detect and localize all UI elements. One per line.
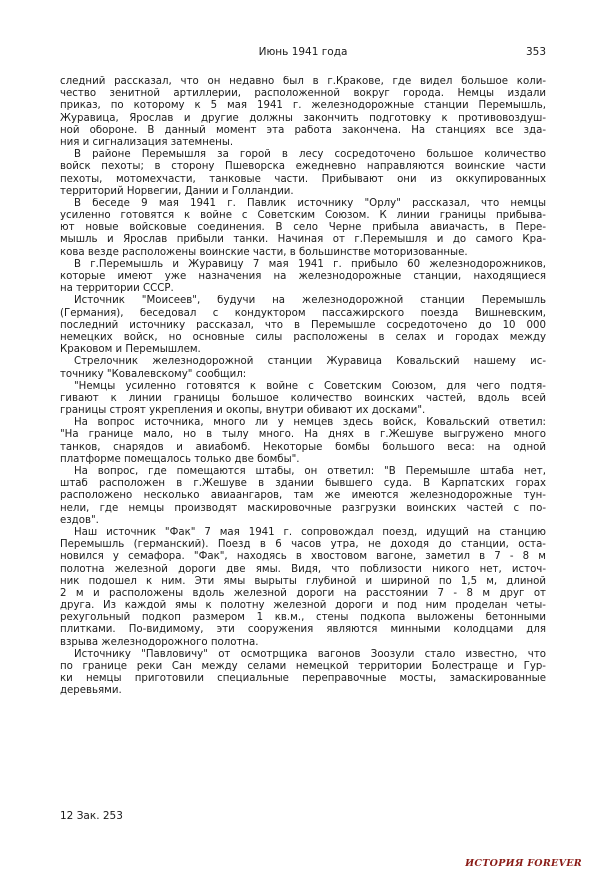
text-line: (Германия), беседовал с кондуктором пассажирского поезда Вишневским, xyxy=(60,307,546,319)
text-line: Журавица, Ярослав и другие должны закончить подготовку к противовоздуш- xyxy=(60,112,546,124)
text-line: ки немцы приготовили специальные переправочные мосты, замаскированные xyxy=(60,673,546,685)
text-line: пехоты, мотомехчасти, танковые части. Прибывают они из оккупированных xyxy=(60,173,546,185)
body-text xyxy=(60,76,546,698)
text-line: Источнику "Павловичу" от осмотрщика вагонов Зоозули стало известно, что xyxy=(74,648,546,660)
text-line: Краковом и Перемышлем. xyxy=(60,344,201,356)
text-line: "Немцы усиленно готовятся к войне с Советским Союзом, для чего подтя- xyxy=(74,380,546,392)
text-line: На вопрос источника, много ли у немцев здесь войск, Ковальский ответил: xyxy=(74,417,546,429)
text-line: Стрелочник железнодорожной станции Журавица Ковальский нашему ис- xyxy=(74,356,546,368)
text-line: приказ, по которому к 5 мая 1941 г. железнодорожные станции Перемышль, xyxy=(60,100,546,112)
text-line: взрыва железнодорожного полотна. xyxy=(60,636,259,648)
text-line: Наш источник "Фак" 7 мая 1941 г. сопровождал поезд, идущий на станцию xyxy=(74,526,546,538)
text-line: В г.Перемышль и Журавицу 7 мая 1941 г. прибыло 60 железнодорожников, xyxy=(74,258,546,270)
page-number: 353 xyxy=(525,46,546,58)
text-line: "На границе мало, но в тылу много. На днях в г.Жешуве выгружено много xyxy=(60,429,546,441)
text-line: на территории СССР. xyxy=(60,283,174,295)
signature-mark: 12 Зак. 253 xyxy=(60,810,123,822)
text-line: плитками. По-видимому, эти сооружения являются минными колодцами для xyxy=(60,624,546,636)
text-line: Источник "Моисеев", будучи на железнодорожной станции Перемышль xyxy=(74,295,546,307)
text-line: точнику "Ковалевскому" сообщил: xyxy=(60,368,247,380)
text-line: последний источнику рассказал, что в Перемышле сосредоточено до 10 000 xyxy=(60,319,546,331)
text-line: новился у семафора. "Фак", находясь в хвостовом вагоне, заметил в 7 - 8 м xyxy=(60,551,546,563)
page-header xyxy=(60,46,546,62)
text-line: ют новые войсковые соединения. В село Черне прибыла авиачасть, в Пере- xyxy=(60,222,546,234)
text-line: немецких войск, но основные силы расположены в селах и городах между xyxy=(60,331,546,343)
text-line: В районе Перемышля за горой в лесу сосредоточено большое количество xyxy=(74,149,546,161)
text-line: полотна железной дороги две ямы. Видя, что поблизости никого нет, источ- xyxy=(60,563,546,575)
text-line: рехугольный подкоп размером 1 кв.м., стены подкопа выложены бетонными xyxy=(60,612,546,624)
text-line: расположено несколько авиаангаров, там же имеются железнодорожные тун- xyxy=(60,490,546,502)
text-line: войск пехоты; в сторону Пшеворска ежедневно направляются воинские части xyxy=(60,161,546,173)
text-line: ния и сигнализация затемнены. xyxy=(60,136,234,148)
text-line: 2 м и расположены вдоль железной дороги на расстоянии 7 - 8 м друг от xyxy=(60,587,546,599)
text-line: по границе реки Сан между селами немецкой территории Болестраще и Гур- xyxy=(60,661,546,672)
text-line: следний рассказал, что он недавно был в г.Кракове, где видел большое коли- xyxy=(60,76,546,87)
text-line: друга. Из каждой ямы к полотну железной дороги и под ним проделан четы- xyxy=(60,600,546,612)
text-line: кова везде расположены воинские части, в большинстве моторизованные. xyxy=(60,246,468,258)
text-line: нели, где немцы производят маскировочные разгрузки воинских частей с по- xyxy=(60,502,546,514)
text-line: ездов". xyxy=(60,514,99,526)
text-line: мышль и Ярослав прибыли танки. Начиная от г.Перемышля и до самого Кра- xyxy=(60,234,546,246)
running-title: Июнь 1941 года xyxy=(258,46,348,58)
text-line: деревьями. xyxy=(60,685,122,697)
text-line: платформе помещалось только две бомбы". xyxy=(60,453,300,465)
watermark: ИСТОРИЯ FOREVER xyxy=(465,858,582,869)
text-line: которые имеют уже назначения на железнодорожные станции, находящиеся xyxy=(60,271,546,282)
text-line: усиленно готовятся к войне с Советским Союзом. К линии границы прибыва- xyxy=(60,210,546,222)
text-line: территорий Норвегии, Дании и Голландии. xyxy=(60,185,294,197)
text-line: ник подошел к ним. Эти ямы вырыты глубиной и шириной по 1,5 м, длиной xyxy=(60,575,546,587)
text-line: ной обороне. В данный момент эта работа закончена. На станциях все зда- xyxy=(60,124,546,136)
text-line: штаб расположен в г.Жешуве в здании бывшего суда. В Карпатских горах xyxy=(60,478,546,490)
text-line: Перемышль (германский). Поезд в 6 часов утра, не доходя до станции, оста- xyxy=(60,539,546,551)
text-line: гивают к линии границы большое количество воинских частей, вдоль всей xyxy=(60,392,546,404)
text-line: границы строят укрепления и окопы, внутри обивают их досками". xyxy=(60,405,426,417)
text-line: танков, снарядов и авиабомб. Некоторые бомбы большого веса: на одной xyxy=(60,441,546,453)
text-line: чество зенитной артиллерии, расположенной вокруг города. Немцы издали xyxy=(60,88,546,100)
text-line: На вопрос, где помещаются штабы, он ответил: "В Перемышле штаба нет, xyxy=(74,466,546,477)
text-line: В беседе 9 мая 1941 г. Павлик источнику "Орлу" рассказал, что немцы xyxy=(74,197,546,209)
